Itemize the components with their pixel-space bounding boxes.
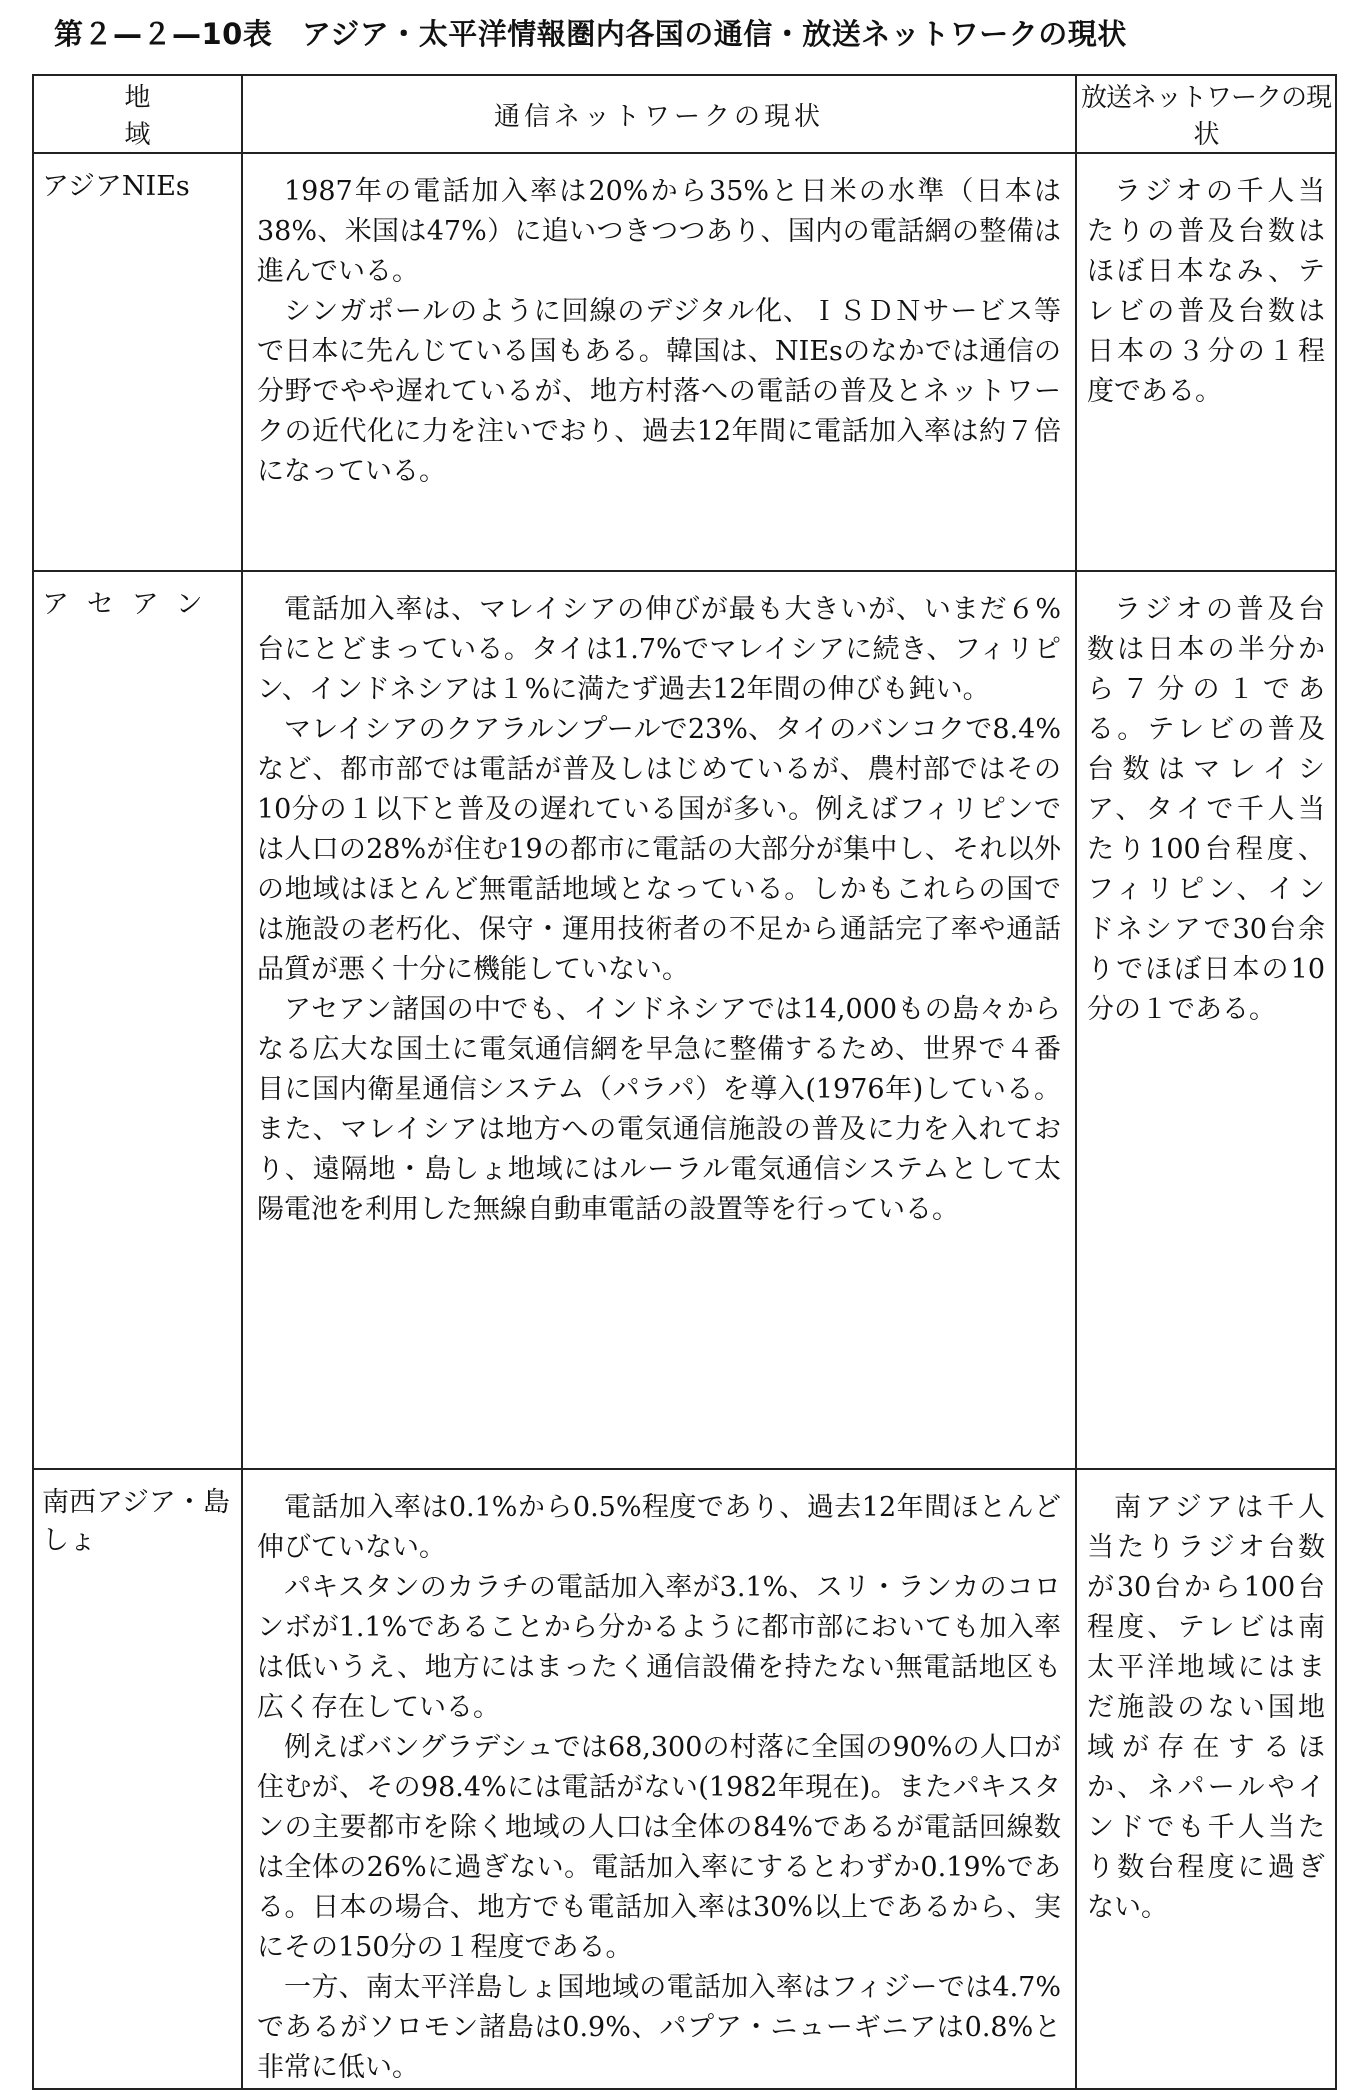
network-status-table [32, 74, 1337, 2090]
broadcasting-cell [1076, 571, 1336, 1469]
header-communication: 通信ネットワークの現状 [242, 75, 1076, 153]
communication-cell [242, 153, 1076, 571]
communication-paragraph: 電話加入率は、マレイシアの伸びが最も大きいが、いまだ６%台にとどまっている。タイは1.7%でマレイシアに続き、フィリピン、インドネシアは１%に満たず過去12年間の伸びも鈍い。 [257, 594, 1061, 705]
communication-paragraph: 1987年の電話加入率は20%から35%と日米の水準（日本は38%、米国は47%）に追いつきつつあり、国内の電話網の整備は進んでいる。 [257, 176, 1061, 287]
region-label: アセアン [42, 589, 221, 620]
header-broadcasting: 放送ネットワークの現状 [1076, 75, 1336, 153]
communication-cell [242, 571, 1076, 1469]
broadcasting-paragraph: ラジオの普及台数は日本の半分から７分の１である。テレビの普及台数はマレイシア、タイで千人当たり100台程度、フィリピン、インドネシアで30台余りでほぼ日本の10分の１である。 [1087, 594, 1325, 1025]
communication-paragraph: 一方、南太平洋島しょ国地域の電話加入率はフィジーでは4.7%であるがソロモン諸島は0.9%、パプア・ニューギニアは0.8%と非常に低い。 [257, 1972, 1061, 2083]
communication-paragraph: アセアン諸国の中でも、インドネシアでは14,000もの島々からなる広大な国土に電気通信網を早急に整備するため、世界で４番目に国内衛星通信システム（パラパ）を導入(1976年)している。また、マレイシアは地方への電気通信施設の普及に力を入れており、遠隔地・島しょ地域にはルーラル電気通信システムとして太陽電池を利用した無線自動車電話の設置等を行っている。 [257, 994, 1061, 1225]
table-title: 第２—２—10表 アジア・太平洋情報圏内各国の通信・放送ネットワークの現状 [54, 17, 1127, 51]
communication-cell [242, 1469, 1076, 2089]
header-region [33, 75, 253, 153]
broadcasting-paragraph: 南アジアは千人当たりラジオ台数が30台から100台程度、テレビは南太平洋地域にはまだ施設のない国地域が存在するほか、ネパールやインドでも千人当たり数台程度に過ぎない。 [1087, 1492, 1325, 1923]
communication-paragraph: 電話加入率は0.1%から0.5%程度であり、過去12年間ほとんど伸びていない。 [257, 1492, 1061, 1563]
header-region-label: 地 域 [124, 83, 253, 150]
communication-paragraph: 例えばバングラデシュでは68,300の村落に全国の90%の人口が住むが、その98.4%には電話がない(1982年現在)。またパキスタンの主要都市を除く地域の人口は全体の84%であるが電話回線数は全体の26%に過ぎない。電話加入率にするとわずか0.19%である。日本の場合、地方でも電話加入率は30%以上であるから、実にその150分の１程度である。 [257, 1732, 1061, 1963]
broadcasting-cell [1076, 153, 1336, 571]
table-row [33, 1469, 1336, 2089]
broadcasting-cell [1076, 1469, 1336, 2089]
region-cell: 南西アジア・島しょ [33, 1469, 242, 2089]
region-cell [33, 571, 242, 1469]
communication-paragraph: マレイシアのクアラルンプールで23%、タイのバンコクで8.4%など、都市部では電話が普及しはじめているが、農村部ではその10分の１以下と普及の遅れている国が多い。例えばフィリピンでは人口の28%が住む19の都市に電話の大部分が集中し、それ以外の地域はほとんど無電話地域となっている。しかもこれらの国では施設の老朽化、保守・運用技術者の不足から通話完了率や通話品質が悪く十分に機能していない。 [257, 714, 1061, 985]
table-row [33, 571, 1336, 1469]
region-cell: アジアNIEs [33, 153, 242, 571]
communication-paragraph: シンガポールのように回線のデジタル化、ＩＳＤＮサービス等で日本に先んじている国もある。韓国は、NIEsのなかでは通信の分野でやや遅れているが、地方村落への電話の普及とネットワークの近代化に力を注いでおり、過去12年間に電話加入率は約７倍になっている。 [257, 296, 1061, 487]
broadcasting-paragraph: ラジオの千人当たりの普及台数はほぼ日本なみ、テレビの普及台数は日本の３分の１程度である。 [1087, 176, 1325, 407]
table-row [33, 153, 1336, 571]
communication-paragraph: パキスタンのカラチの電話加入率が3.1%、スリ・ランカのコロンボが1.1%であることから分かるように都市部においても加入率は低いうえ、地方にはまったく通信設備を持たない無電話地区も広く存在している。 [257, 1572, 1061, 1723]
header-row [33, 75, 1336, 153]
